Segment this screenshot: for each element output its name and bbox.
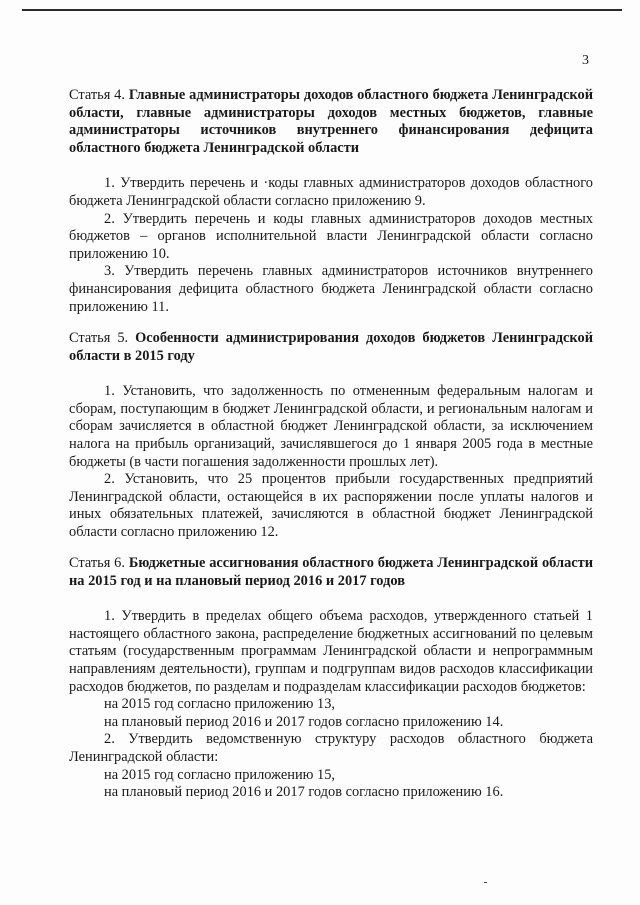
- article-4-heading: [69, 87, 593, 157]
- article-5-heading: [69, 330, 593, 365]
- article-4: [69, 87, 593, 316]
- article-6-paragraph-2-line-1: на 2015 год согласно приложению 15,: [104, 766, 336, 783]
- article-4-paragraph-1: 1. Утвердить перечень и ·коды главных администраторов доходов областного бюджета Ленинградской области согласно приложению 9.: [69, 175, 593, 209]
- article-4-paragraph-2: 2. Утвердить перечень и коды главных администраторов доходов местных бюджетов – органов исполнительной власти Ленинградской области согласно приложению 10.: [69, 210, 593, 262]
- article-5: [69, 330, 593, 542]
- article-6: [69, 555, 593, 802]
- article-5-paragraph-1: 1. Установить, что задолженность по отмененным федеральным налогам и сборам, поступающим в бюджет Ленинградской области, и региональным налогам и сборам зачисляется в областной бюджет Ленинградской области, за исключением налога на прибыль организаций, зачислявшегося до 1 января 2005 года в местные бюджеты (в части погашения задолженности прошлых лет).: [69, 383, 593, 470]
- article-6-paragraph-2-line-2: на плановый период 2016 и 2017 годов согласно приложению 16.: [104, 784, 504, 801]
- article-5-title: Особенности администрирования доходов бюджетов Ленинградской области в 2015 году: [69, 330, 593, 364]
- scan-edge-line: [22, 9, 622, 11]
- scan-speck: [484, 882, 487, 883]
- article-5-prefix: Статья 5.: [69, 330, 129, 346]
- article-5-paragraph-2: 2. Установить, что 25 процентов прибыли государственных предприятий Ленинградской области, остающейся в их распоряжении после уплаты налогов и иных обязательных платежей, зачисляются в областной бюджет Ленинградской области согласно приложению 12.: [69, 471, 593, 540]
- article-6-heading: [69, 555, 593, 590]
- page-number: 3: [582, 53, 589, 68]
- article-6-paragraph-2: 2. Утвердить ведомственную структуру расходов областного бюджета Ленинградской области:: [69, 731, 593, 765]
- article-4-prefix: Статья 4.: [69, 87, 125, 103]
- article-6-paragraph-1-line-2: на плановый период 2016 и 2017 годов согласно приложению 14.: [104, 713, 504, 730]
- article-4-title: Главные администраторы доходов областного бюджета Ленинградской области, главные администраторы доходов местных бюджетов, главные администраторы источников внутреннего финансирования дефицита областного бюджета Ленинградской области: [69, 87, 593, 156]
- article-6-prefix: Статья 6.: [69, 555, 125, 571]
- article-6-title: Бюджетные ассигнования областного бюджета Ленинградской области на 2015 год и на плановый период 2016 и 2017 годов: [69, 555, 594, 589]
- article-6-paragraph-1: 1. Утвердить в пределах общего объема расходов, утвержденного статьей 1 настоящего областного закона, распределение бюджетных ассигнований по целевым статьям (государственным программам Ленинградской области и непрограммным направлениям деятельности), группам и подгруппам видов расходов классификации расходов бюджетов, по разделам и подразделам классификации расходов бюджетов:: [69, 608, 593, 695]
- article-4-paragraph-3: 3. Утвердить перечень главных администраторов источников внутреннего финансирования дефицита областного бюджета Ленинградской области согласно приложению 11.: [69, 263, 593, 315]
- article-6-paragraph-1-line-1: на 2015 год согласно приложению 13,: [104, 696, 336, 713]
